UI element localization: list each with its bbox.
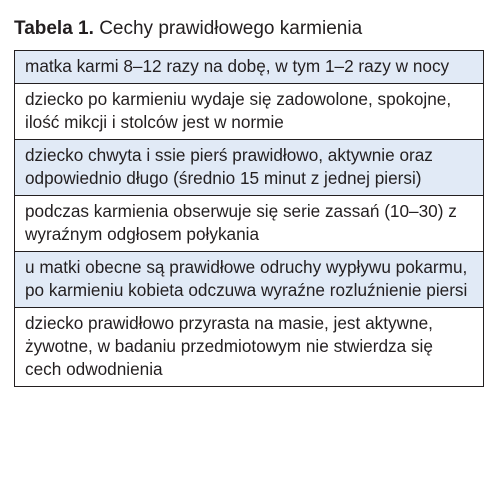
table-caption	[14, 17, 362, 41]
table-caption-label: Tabela 1.	[14, 18, 94, 39]
features-table	[14, 50, 484, 387]
table-row	[15, 251, 483, 307]
table-row	[15, 307, 483, 386]
table-cell-text: matka karmi 8–12 razy na dobę, w tym 1–2 razy w nocy	[25, 56, 450, 76]
table-cell-text: dziecko chwyta i ssie pierś prawidłowo, aktywnie oraz odpowiednio długo (średnio 15 minut z jednej piersi)	[25, 145, 433, 188]
table-row	[15, 139, 483, 195]
table-cell-text: podczas karmienia obserwuje się serie zassań (10–30) z wyraźnym odgłosem połykania	[25, 201, 457, 244]
table-row	[15, 83, 483, 139]
table-caption-title: Cechy prawidłowego karmienia	[99, 18, 363, 39]
table-cell-text: u matki obecne są prawidłowe odruchy wypływu pokarmu, po karmieniu kobieta odczuwa wyraźne rozluźnienie piersi	[25, 257, 468, 300]
table-cell-text: dziecko prawidłowo przyrasta na masie, jest aktywne, żywotne, w badaniu przedmiotowym nie stwierdza się cech odwodnienia	[25, 313, 433, 379]
table-cell-text: dziecko po karmieniu wydaje się zadowolone, spokojne, ilość mikcji i stolców jest w normie	[25, 89, 452, 132]
table-row	[15, 51, 483, 83]
table-row	[15, 195, 483, 251]
